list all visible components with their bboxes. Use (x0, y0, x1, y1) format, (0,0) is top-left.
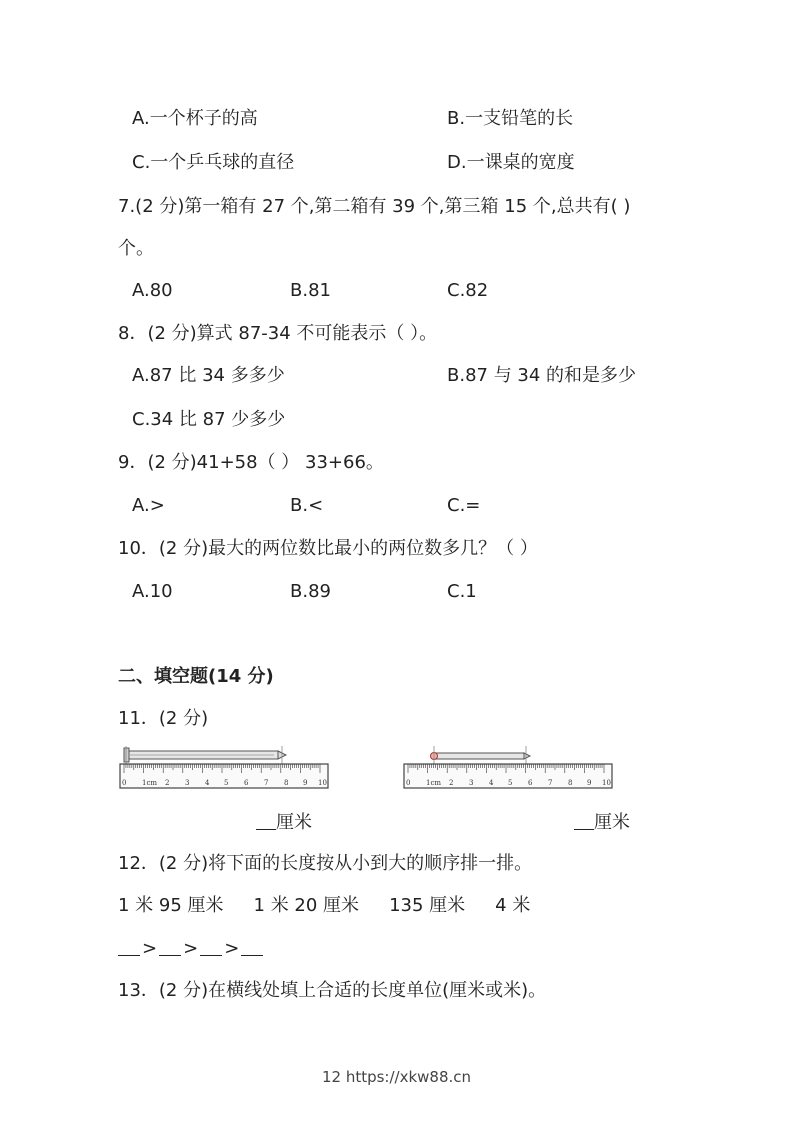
ruler-label-0: 0 (406, 779, 411, 787)
answer-blank[interactable] (574, 811, 594, 830)
q10-option-c: C.1 (447, 581, 477, 602)
length-item: 135 厘米 (389, 895, 466, 916)
q11-stem: 11．(2 分) (118, 708, 209, 729)
length-item: 1 米 95 厘米 (118, 895, 224, 916)
ruler-label-5: 5 (224, 779, 229, 787)
ruler-figure-left (118, 746, 333, 792)
answer-blank[interactable] (256, 811, 276, 830)
unit-label: 厘米 (276, 812, 312, 833)
q8-stem: 8．(2 分)算式 87-34 不可能表示（ ）。 (118, 323, 438, 344)
q7-stem-line2: 个。 (118, 238, 154, 259)
q8-option-c: C.34 比 87 少多少 (132, 409, 286, 430)
ruler-label-8: 8 (568, 779, 573, 787)
ruler-label-10: 10 (602, 779, 611, 787)
q6-option-d: D.一课桌的宽度 (447, 152, 575, 173)
unit-label: 厘米 (594, 812, 630, 833)
q12-order-blanks (118, 937, 263, 961)
ruler-label-9: 9 (303, 779, 308, 787)
q8-option-a: A.87 比 34 多多少 (132, 365, 285, 386)
compare-symbol: > (183, 938, 199, 959)
ruler-label-8: 8 (284, 779, 289, 787)
ruler-unit-label: 1cm (142, 779, 158, 787)
q10-option-b: B.89 (290, 581, 331, 602)
q10-stem: 10．(2 分)最大的两位数比最小的两位数多几？（ ） (118, 538, 538, 559)
q9-option-c: C.= (447, 495, 481, 516)
length-item: 4 米 (495, 895, 531, 916)
q9-option-a: A.> (132, 495, 165, 516)
ruler-label-7: 7 (264, 779, 269, 787)
ruler-label-9: 9 (587, 779, 592, 787)
compare-symbol: > (142, 938, 158, 959)
order-blank[interactable] (159, 937, 181, 956)
order-blank[interactable] (241, 937, 263, 956)
ruler-label-4: 4 (489, 779, 494, 787)
ruler-unit-label: 1cm (426, 779, 442, 787)
ruler-label-3: 3 (469, 779, 474, 787)
q7-option-b: B.81 (290, 280, 331, 301)
ruler-figure-right (402, 746, 617, 792)
length-item: 1 米 20 厘米 (253, 895, 360, 916)
ruler-label-6: 6 (244, 779, 249, 787)
nail-icon (124, 748, 286, 762)
q7-option-c: C.82 (447, 280, 489, 301)
ruler-label-7: 7 (548, 779, 553, 787)
ruler-label-0: 0 (122, 779, 127, 787)
page-footer: 12 https://xkw88.cn (321, 1068, 472, 1086)
q9-stem: 9．(2 分)41+58（ ） 33+66。 (118, 452, 384, 473)
order-blank[interactable] (200, 937, 222, 956)
q9-option-b: B.< (290, 495, 324, 516)
q12-stem: 12．(2 分)将下面的长度按从小到大的顺序排一排。 (118, 853, 533, 874)
q7-stem-line1: 7.(2 分)第一箱有 27 个,第二箱有 39 个,第三箱 15 个,总共有( ) (118, 196, 631, 217)
ruler-label-2: 2 (449, 779, 454, 787)
ruler-label-5: 5 (508, 779, 513, 787)
q11-answer-right (574, 811, 630, 835)
ruler-label-3: 3 (185, 779, 190, 787)
ruler-label-6: 6 (528, 779, 533, 787)
q10-option-a: A.10 (132, 581, 173, 602)
compare-symbol: > (224, 938, 240, 959)
q6-option-c: C.一个乒乓球的直径 (132, 152, 295, 173)
order-blank[interactable] (118, 937, 140, 956)
q13-stem: 13．(2 分)在横线处填上合适的长度单位(厘米或米)。 (118, 980, 547, 1001)
q8-option-b: B.87 与 34 的和是多少 (447, 365, 637, 386)
ruler-label-2: 2 (165, 779, 170, 787)
q12-items (118, 894, 530, 918)
q6-option-b: B.一支铅笔的长 (447, 108, 574, 129)
ruler-label-4: 4 (205, 779, 210, 787)
q11-answer-left (256, 811, 312, 835)
nail-icon (431, 753, 531, 760)
q6-option-a: A.一个杯子的高 (132, 108, 258, 129)
ruler-label-10: 10 (318, 779, 327, 787)
section-heading: 二、填空题(14 分) (118, 666, 274, 687)
q7-option-a: A.80 (132, 280, 173, 301)
